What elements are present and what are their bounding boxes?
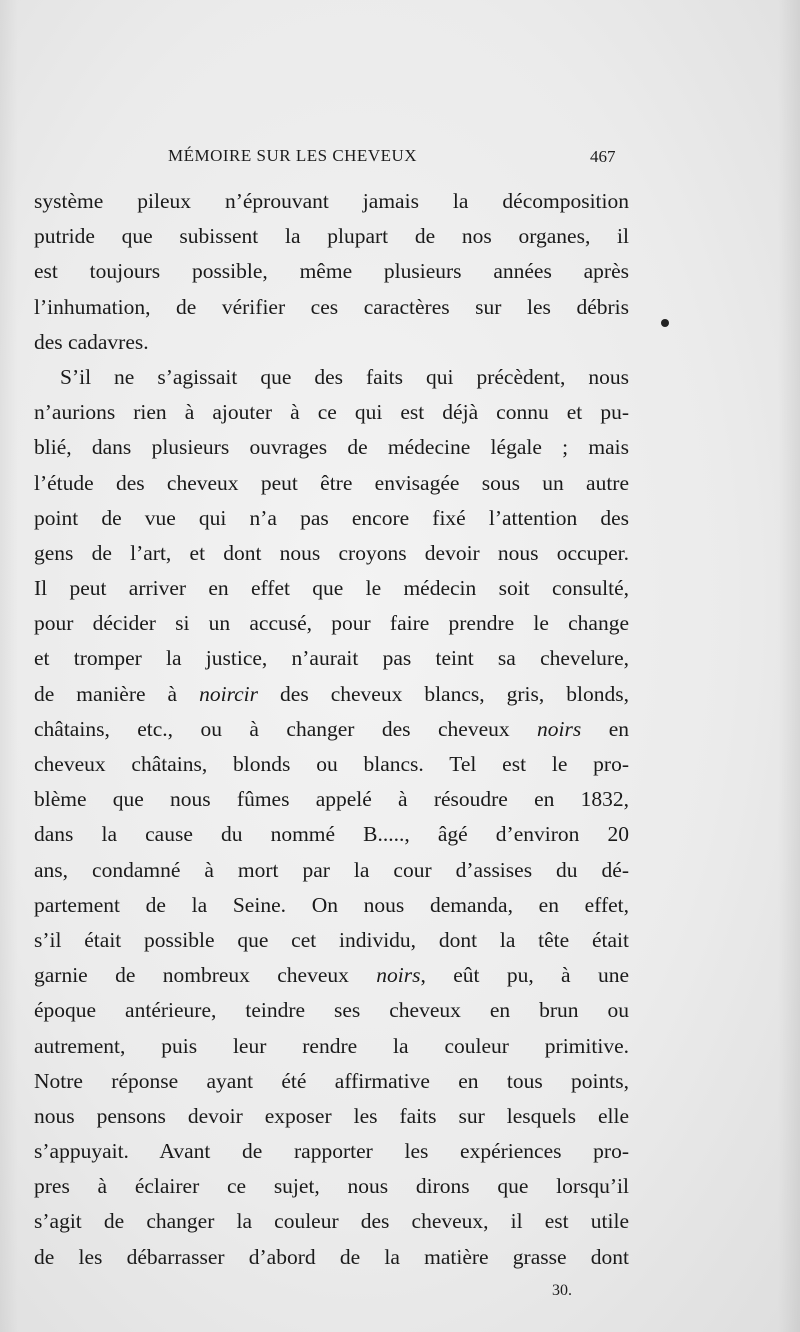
text-line: s’agit de changer la couleur des cheveux, il est utile: [34, 1209, 629, 1234]
text-line: l’inhumation, de vérifier ces caractères sur les débris: [34, 294, 629, 319]
text-line: pres à éclairer ce sujet, nous dirons que lorsqu’il: [34, 1174, 629, 1199]
text-line: cheveux châtains, blonds ou blancs. Tel est le pro-: [34, 752, 629, 776]
text-line: S’il ne s’agissait que des faits qui précèdent, nous: [60, 364, 629, 389]
text-line: époque antérieure, teindre ses cheveux en brun ou: [34, 998, 629, 1023]
text-line: putride que subissent la plupart de nos organes, il: [34, 224, 629, 249]
body-text: [34, 184, 629, 1275]
text-segment: garnie de nombreux cheveux: [34, 963, 377, 988]
text-line: l’étude des cheveux peut être envisagée sous un autre: [34, 470, 629, 495]
page-number: 467: [590, 147, 616, 166]
text-segment: de manière à: [34, 681, 200, 706]
text-line: partement de la Seine. On nous demanda, en effet,: [34, 892, 629, 917]
text-line: nous pensons devoir exposer les faits sur lesquels elle: [34, 1103, 629, 1128]
text-line: blié, dans plusieurs ouvrages de médecine légale ; mais: [34, 435, 629, 460]
text-line: s’il était possible que cet individu, dont la tête était: [34, 927, 629, 952]
text-line: dans la cause du nommé B....., âgé d’environ 20: [34, 822, 629, 847]
signature-mark: 30.: [552, 1282, 572, 1299]
ink-spot-mark: [661, 319, 669, 327]
text-line: [34, 712, 629, 747]
text-line: et tromper la justice, n’aurait pas teint sa chevelure,: [34, 646, 629, 671]
italic-word: noircir: [199, 681, 259, 706]
page-edge-shadow-left: [0, 0, 18, 1332]
text-line: s’appuyait. Avant de rapporter les expériences pro-: [34, 1139, 629, 1164]
running-head: [0, 146, 800, 170]
text-segment: , eût pu, à une: [420, 963, 629, 988]
text-line: [34, 958, 629, 993]
text-line: Il peut arriver en effet que le médecin soit consulté,: [34, 576, 629, 601]
text-line: pour décider si un accusé, pour faire prendre le change: [34, 611, 629, 636]
text-segment: des cheveux blancs, gris, blonds,: [258, 681, 629, 706]
text-line: n’aurions rien à ajouter à ce qui est déjà connu et pu-: [34, 400, 629, 425]
text-line: système pileux n’éprouvant jamais la décomposition: [34, 189, 629, 213]
text-segment: châtains, etc., ou à changer des cheveux: [34, 716, 538, 741]
text-line: Notre réponse ayant été affirmative en tous points,: [34, 1068, 629, 1093]
text-line: [34, 677, 629, 712]
text-segment: en: [581, 716, 629, 741]
text-line: autrement, puis leur rendre la couleur primitive.: [34, 1033, 629, 1058]
text-line: ans, condamné à mort par la cour d’assises du dé-: [34, 857, 629, 882]
text-line: de les débarrasser d’abord de la matière grasse dont: [34, 1244, 629, 1269]
text-line: blème que nous fûmes appelé à résoudre en 1832,: [34, 787, 629, 812]
italic-word: noirs: [376, 963, 421, 988]
text-line: gens de l’art, et dont nous croyons devoir nous occuper.: [34, 540, 629, 565]
text-line: point de vue qui n’a pas encore fixé l’attention des: [34, 505, 629, 530]
running-title: MÉMOIRE SUR LES CHEVEUX: [168, 146, 418, 165]
text-line: des cadavres.: [34, 329, 149, 354]
text-line: est toujours possible, même plusieurs années après: [34, 259, 629, 284]
page-edge-shadow-right: [778, 0, 800, 1332]
italic-word: noirs: [537, 716, 582, 741]
